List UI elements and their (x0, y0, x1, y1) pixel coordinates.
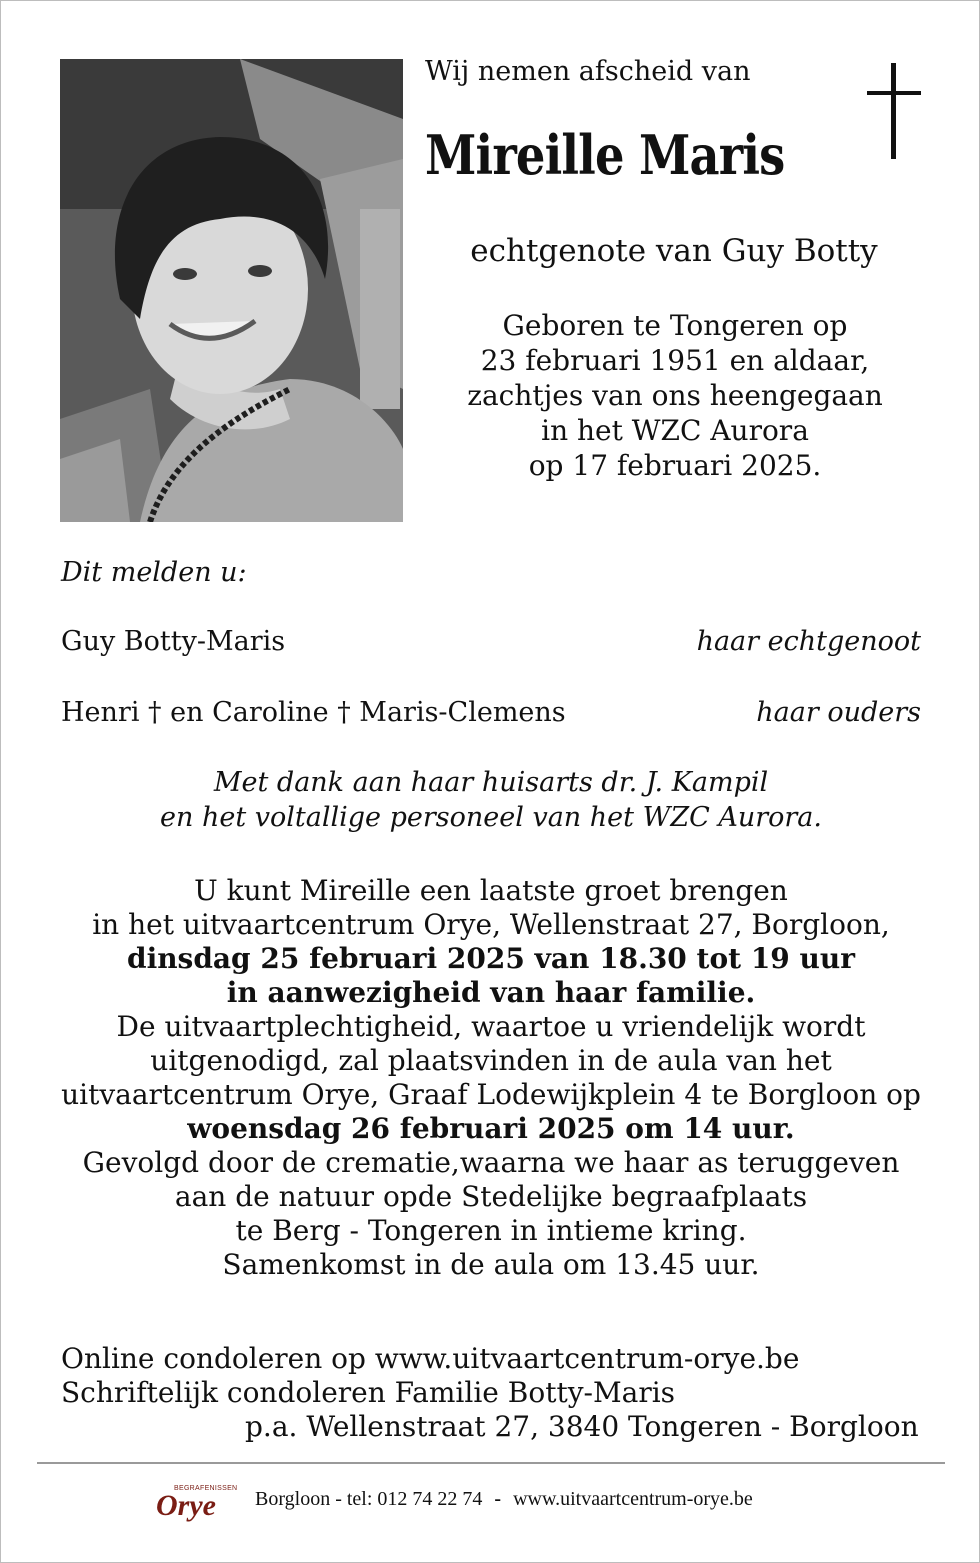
portrait-photo (60, 59, 403, 522)
service-line: De uitvaartplechtigheid, waartoe u vriendelijk wordt (116, 1010, 866, 1043)
birth-death-info (425, 308, 925, 483)
birth-line: op 17 februari 2025. (528, 449, 822, 482)
portrait-illustration (60, 59, 403, 522)
deceased-name: Mireille Maris (425, 123, 785, 187)
intro-text: Wij nemen afscheid van (425, 56, 751, 87)
service-line: U kunt Mireille een laatste groet brengen (194, 874, 788, 907)
service-line-bold: dinsdag 25 februari 2025 van 18.30 tot 19 uur (126, 942, 855, 975)
service-line-bold: in aanwezigheid van haar familie. (226, 976, 756, 1009)
service-line: Samenkomst in de aula om 13.45 uur. (222, 1248, 760, 1281)
service-line: uitvaartcentrum Orye, Graaf Lodewijkplein 4 te Borgloon op (61, 1078, 921, 1111)
service-line-bold: woensdag 26 februari 2025 om 14 uur. (187, 1112, 795, 1145)
footer-separator: - (494, 1488, 502, 1510)
birth-line: Geboren te Tongeren op (502, 309, 848, 342)
announce-heading: Dit melden u: (61, 557, 247, 588)
service-line: in het uitvaartcentrum Orye, Wellenstraat 27, Borgloon, (92, 908, 890, 941)
written-condolence: Schriftelijk condoleren Familie Botty-Maris (61, 1376, 676, 1409)
cross-icon (867, 63, 921, 159)
thanks-line: en het voltallige personeel van het WZC Aurora. (160, 802, 822, 833)
birth-line: in het WZC Aurora (541, 414, 809, 447)
birth-line: 23 februari 1951 en aldaar, (480, 344, 870, 377)
relative-role: haar echtgenoot (696, 626, 921, 657)
logo-wordmark: Orye (156, 1489, 216, 1522)
service-line: aan de natuur opde Stedelijke begraafplaats (174, 1180, 808, 1213)
relative-role: haar ouders (756, 697, 921, 728)
birth-line: zachtjes van ons heengegaan (467, 379, 883, 412)
service-line: Gevolgd door de crematie,waarna we haar as teruggeven (82, 1146, 900, 1179)
relative-name: Henri † en Caroline † Maris-Clemens (61, 697, 566, 728)
footer-divider (37, 1462, 945, 1464)
footer-phone: Borgloon - tel: 012 74 22 74 (255, 1488, 483, 1510)
thanks-block (61, 765, 921, 835)
service-line: te Berg - Tongeren in intieme kring. (235, 1214, 747, 1247)
thanks-line: Met dank aan haar huisarts dr. J. Kampil (213, 767, 769, 798)
condolence-block (61, 1342, 921, 1444)
service-block (41, 874, 941, 1282)
relative-name: Guy Botty-Maris (61, 626, 286, 657)
orye-logo (156, 1485, 238, 1522)
logo-subtitle: BEGRAFENISSEN (174, 1485, 238, 1492)
online-condolence[interactable]: Online condoleren op www.uitvaartcentrum-orye.be (61, 1342, 800, 1375)
condolence-address: p.a. Wellenstraat 27, 3840 Tongeren - Borgloon (245, 1410, 919, 1443)
footer (1, 1479, 980, 1522)
spouse-line: echtgenote van Guy Botty (470, 233, 878, 269)
service-line: uitgenodigd, zal plaatsvinden in de aula van het (150, 1044, 832, 1077)
footer-website[interactable]: www.uitvaartcentrum-orye.be (513, 1488, 753, 1510)
footer-contact (255, 1488, 753, 1511)
